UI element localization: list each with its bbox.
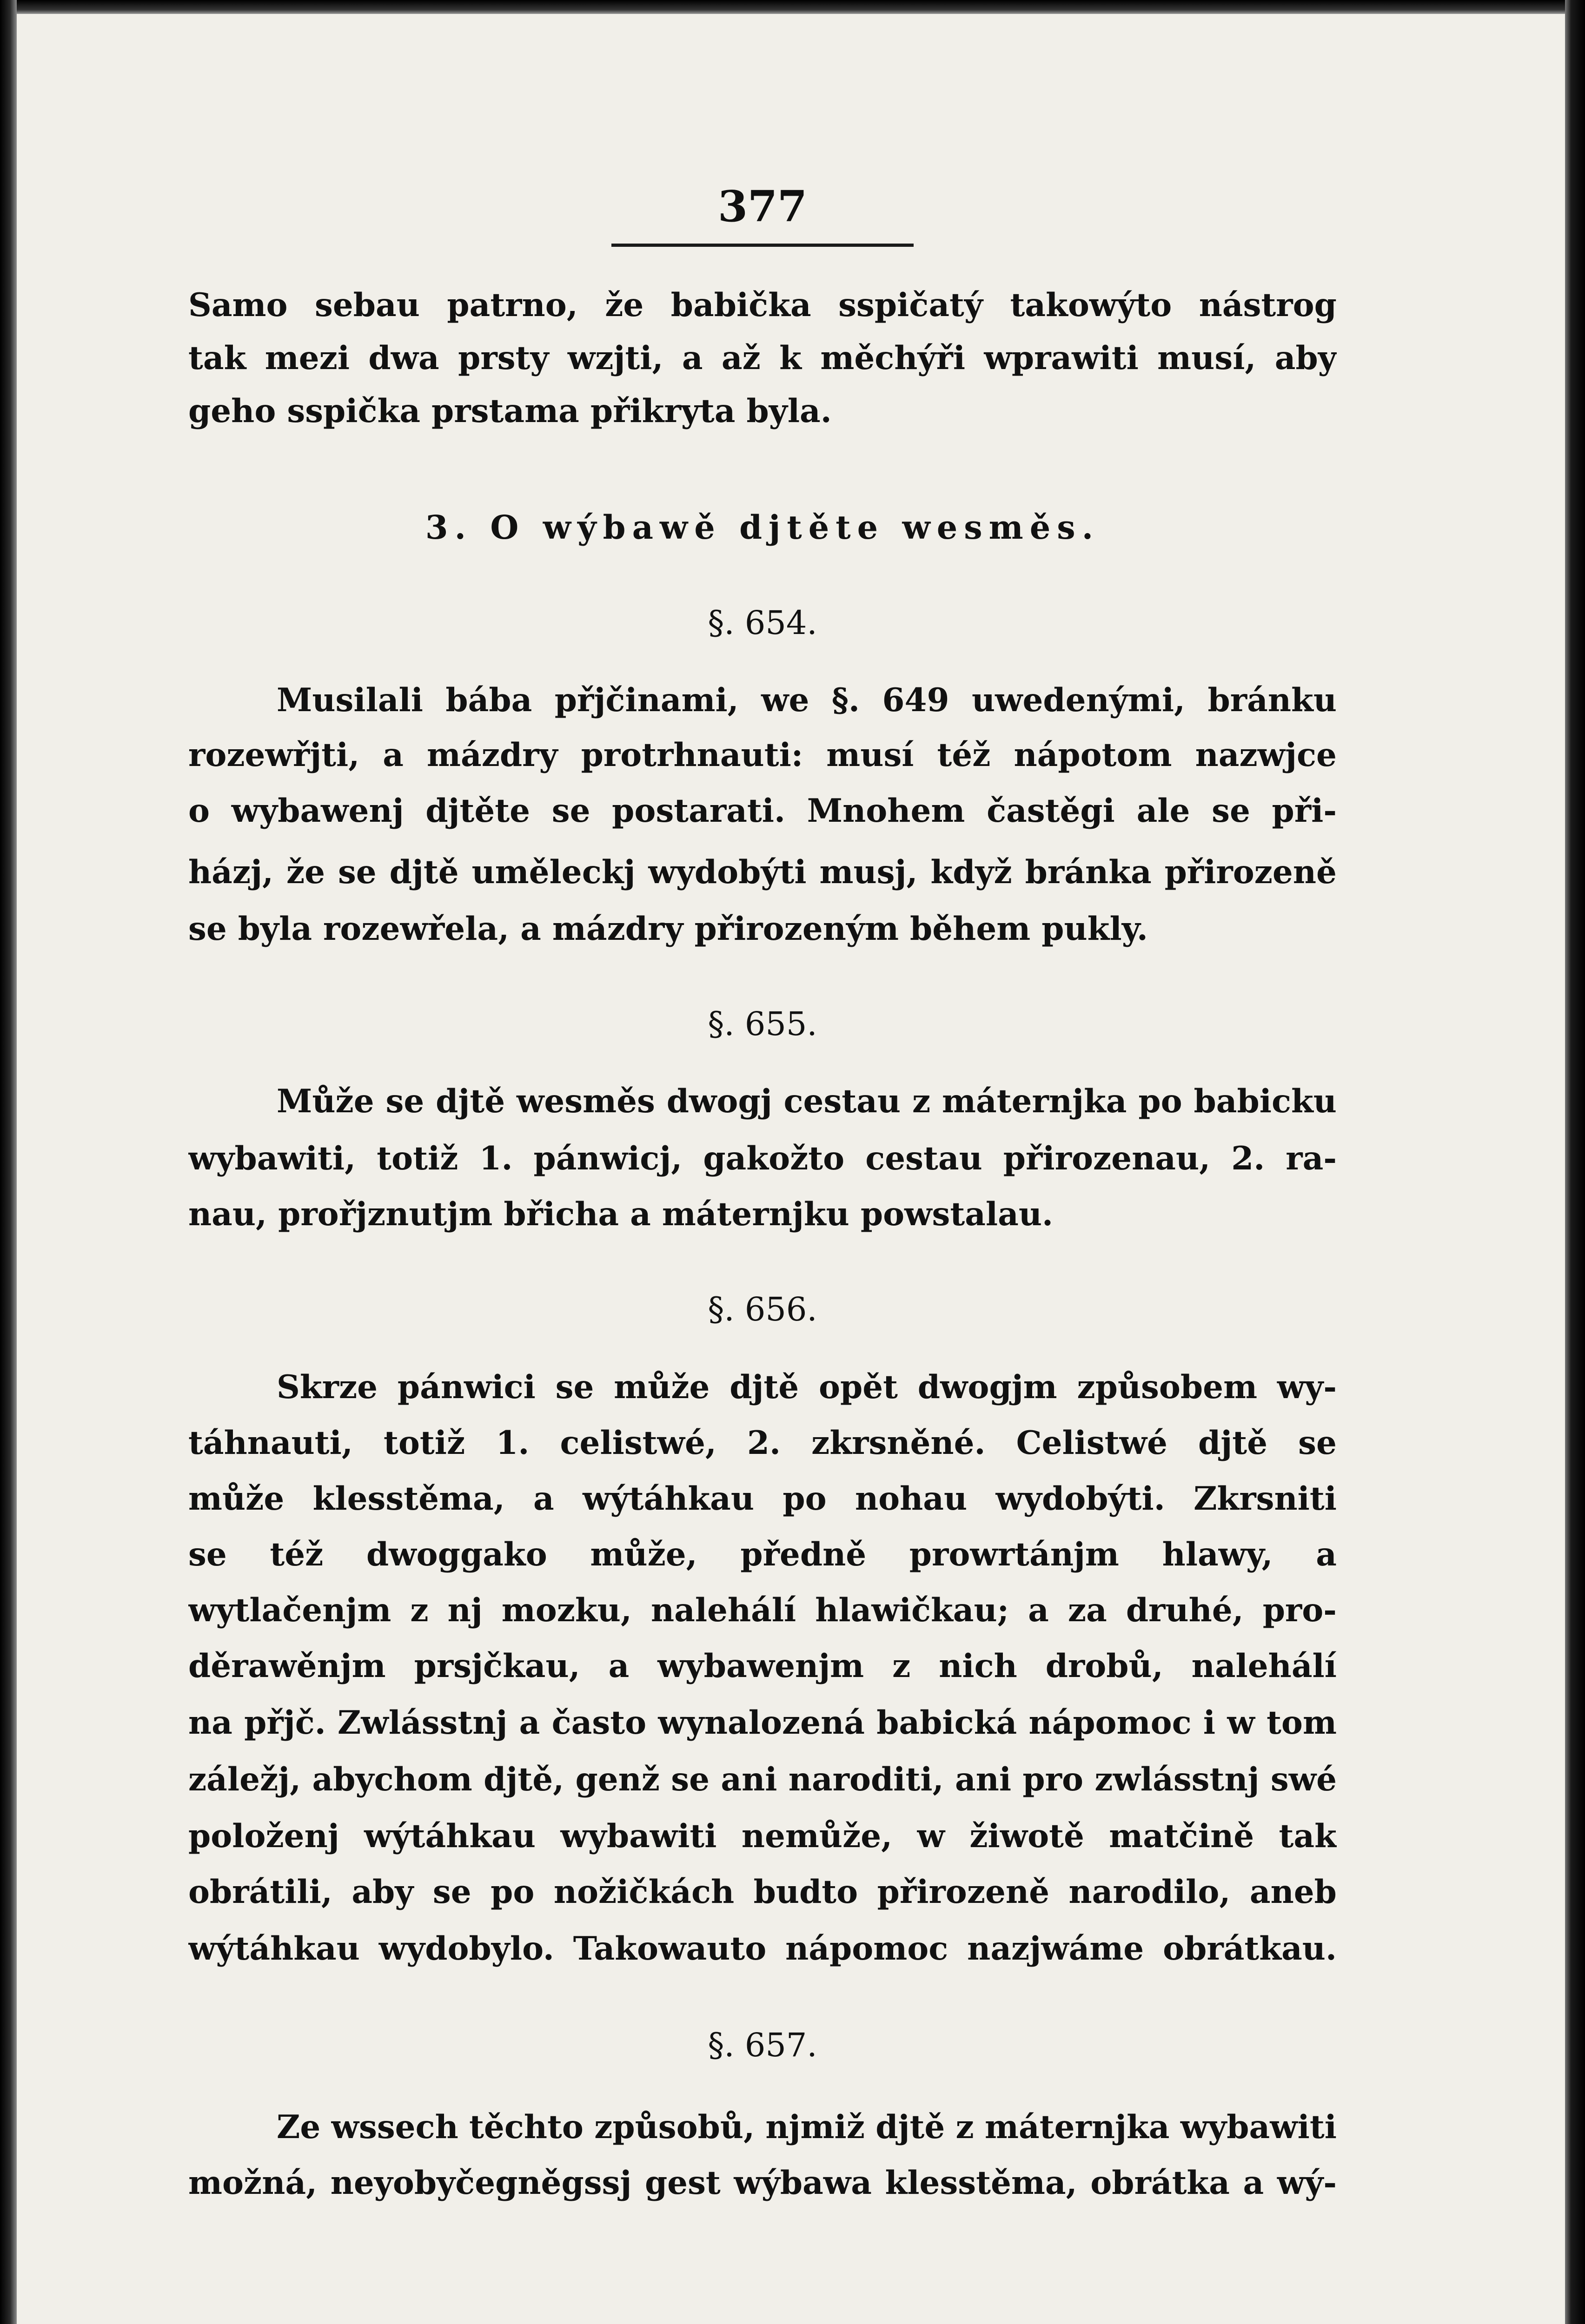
text-line: na přjč. Zwlásstnj a často wynalozená babická nápomoc i w tom (188, 1704, 1337, 1742)
section-mark: §. 657. (708, 2026, 817, 2064)
scan-border-right (1565, 0, 1585, 2324)
text-line: se též dwoggako může, předně prowrtánjm hlawy, a (188, 1536, 1337, 1573)
section-mark: §. 655. (708, 1005, 817, 1043)
text-line: obrátili, aby se po nožičkách budto přirozeně narodilo, aneb (188, 1873, 1337, 1911)
text-line: házj, že se djtě uměleckj wydobýti musj, když bránka přirozeně (188, 853, 1337, 891)
text-line: Ze wssech těchto způsobů, njmiž djtě z máternjka wybawiti (277, 2108, 1337, 2146)
text-line: Skrze pánwici se může djtě opět dwogjm způsobem wy- (277, 1368, 1337, 1406)
text-line: děrawěnjm prsjčkau, a wybawenjm z nich drobů, nalehálí (188, 1647, 1337, 1685)
text-line: položenj wýtáhkau wybawiti nemůže, w žiwotě matčině tak (188, 1817, 1337, 1855)
text-line: se byla rozewřela, a mázdry přirozeným během pukly. (188, 910, 1148, 948)
page-number: 377 (717, 181, 808, 231)
text-line: Musilali bába přjčinami, we §. 649 uwedenými, bránku (277, 681, 1337, 719)
scan-border-top (0, 0, 1585, 14)
text-line: wybawiti, totiž 1. pánwicj, gakožto cestau přirozenau, 2. ra- (188, 1140, 1337, 1177)
text-line: možná, neyobyčegněgssj gest wýbawa klesstěma, obrátka a wý- (188, 2164, 1337, 2202)
text-line: o wybawenj djtěte se postarati. Mnohem častěgi ale se při- (188, 792, 1337, 830)
section-heading: 3. O wýbawě djtěte wesměs. (425, 508, 1100, 547)
text-line: táhnauti, totiž 1. celistwé, 2. zkrsněné. Celistwé djtě se (188, 1424, 1337, 1462)
header-rule (611, 244, 914, 247)
text-line: rozewřjti, a mázdry protrhnauti: musí též nápotom nazwjce (188, 736, 1337, 774)
section-mark: §. 656. (708, 1290, 817, 1328)
text-line: wýtáhkau wydobylo. Takowauto nápomoc nazjwáme obrátkau. (188, 1930, 1337, 1967)
text-line: Může se djtě wesměs dwogj cestau z máternjka po babicku (277, 1083, 1337, 1120)
text-line: nau, prořjznutjm břicha a máternjku powstalau. (188, 1195, 1054, 1233)
text-line: může klesstěma, a wýtáhkau po nohau wydobýti. Zkrsniti (188, 1480, 1337, 1518)
text-line: geho sspička prstama přikryta byla. (188, 392, 832, 430)
text-line: wytlačenjm z nj mozku, nalehálí hlawičkau; a za druhé, pro- (188, 1591, 1337, 1629)
text-line: tak mezi dwa prsty wzjti, a až k měchýři wprawiti musí, aby (188, 339, 1337, 377)
text-line: záležj, abychom djtě, genž se ani naroditi, ani pro zwlásstnj swé (188, 1761, 1337, 1798)
section-mark: §. 654. (708, 604, 817, 642)
text-line: Samo sebau patrno, že babička sspičatý takowýto nástrog (188, 286, 1337, 324)
scan-border-left (0, 0, 17, 2324)
